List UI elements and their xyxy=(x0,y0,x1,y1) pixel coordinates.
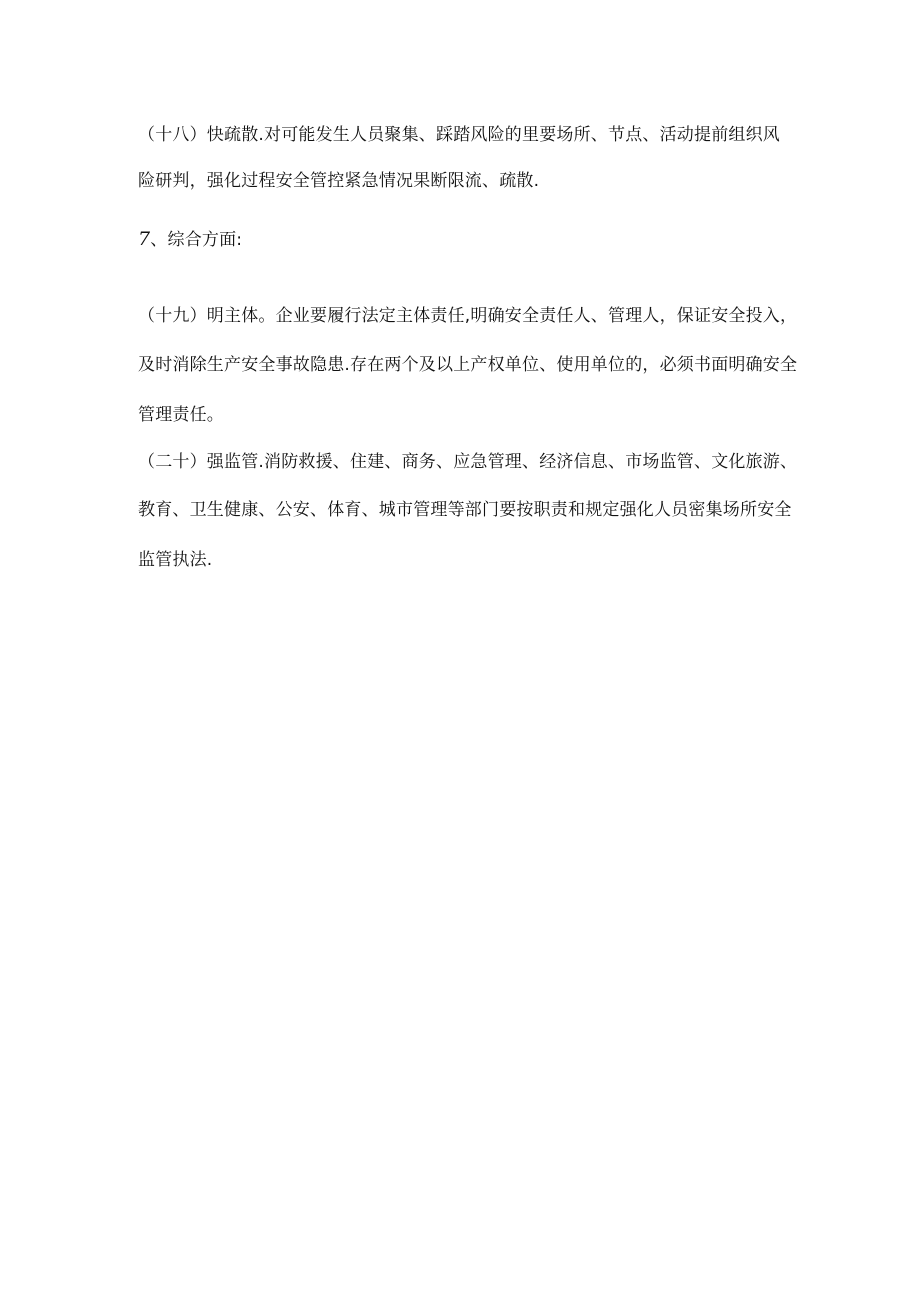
section-heading-7 xyxy=(138,228,242,251)
paragraph-18-line-1: （十八）快疏散.对可能发生人员聚集、踩踏风险的里要场所、节点、活动提前组织风 xyxy=(138,125,781,145)
section-title: 、综合方面: xyxy=(150,230,243,250)
paragraph-18-line-2: 险研判，强化过程安全管控紧急情况果断限流、疏散. xyxy=(138,171,540,191)
paragraph-19-line-2: 及时消除生产安全事故隐患.存在两个及以上产权单位、使用单位的，必须书面明确安全 xyxy=(138,355,798,375)
paragraph-19-line-1: （十九）明主体。企业要履行法定主体责任,明确安全责任人、管理人，保证安全投入， xyxy=(138,306,798,326)
paragraph-20-line-2: 教育、卫生健康、公安、体育、城市管理等部门要按职责和规定强化人员密集场所安全 xyxy=(138,500,792,520)
paragraph-19-line-3: 管理责任。 xyxy=(138,405,224,425)
paragraph-20-line-3: 监管执法. xyxy=(138,550,213,570)
paragraph-20-line-1: （二十）强监管.消防救援、住建、商务、应急管理、经济信息、市场监管、文化旅游、 xyxy=(138,452,798,472)
section-number: 7 xyxy=(138,228,151,250)
